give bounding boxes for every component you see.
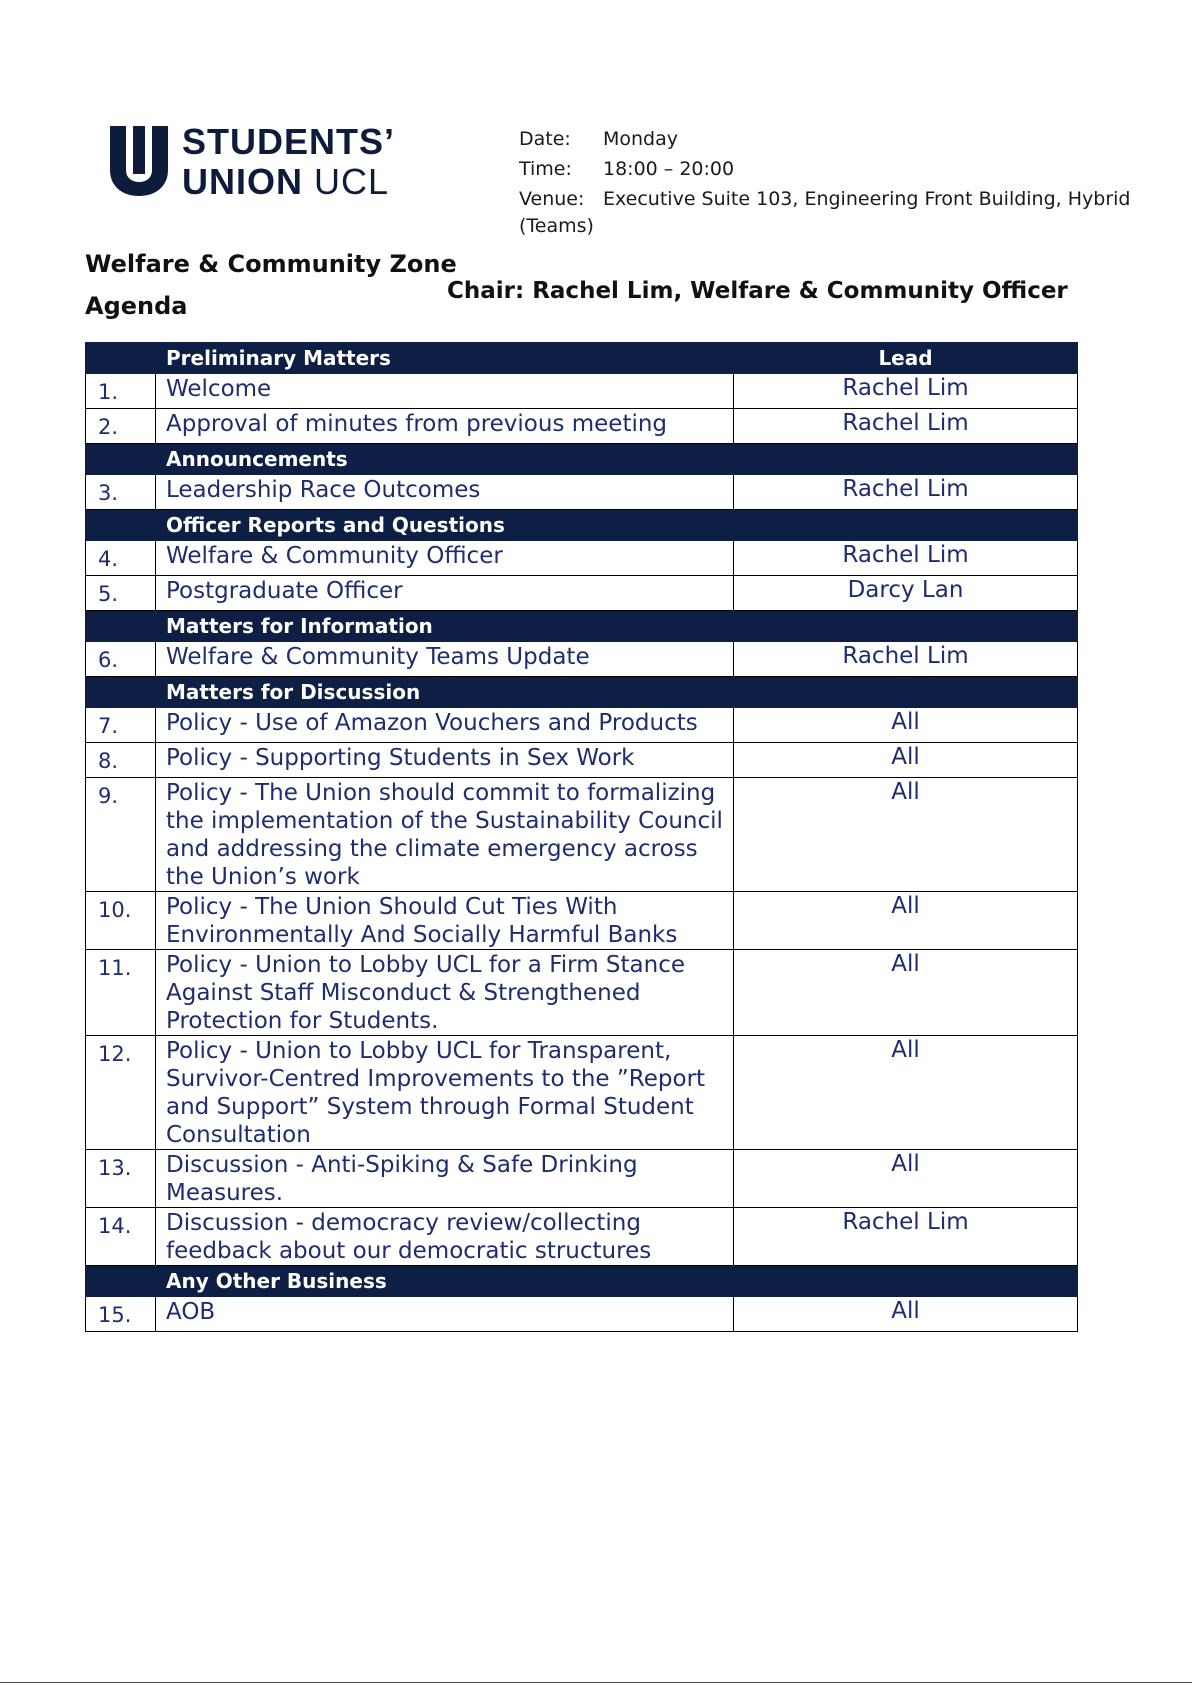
section-lead-heading xyxy=(734,1266,1078,1297)
agenda-row xyxy=(86,1036,1078,1150)
agenda-item-number: 4. xyxy=(86,541,156,576)
section-lead-heading xyxy=(734,611,1078,642)
agenda-row xyxy=(86,950,1078,1036)
section-heading: Any Other Business xyxy=(156,1266,734,1297)
agenda-item-lead: All xyxy=(734,1297,1078,1332)
time-label: Time: xyxy=(519,158,572,180)
agenda-item-number: 13. xyxy=(86,1150,156,1208)
agenda-row xyxy=(86,708,1078,743)
date-value: Monday xyxy=(603,128,679,150)
agenda-row xyxy=(86,892,1078,950)
venue-row xyxy=(519,184,1131,214)
agenda-body xyxy=(86,343,1078,1332)
agenda-item-text: Approval of minutes from previous meeting xyxy=(156,409,734,444)
agenda-item-number: 5. xyxy=(86,576,156,611)
logo-wordmark xyxy=(182,122,395,202)
section-heading: Preliminary Matters xyxy=(156,343,734,374)
agenda-item-text: AOB xyxy=(156,1297,734,1332)
section-header-row xyxy=(86,611,1078,642)
agenda-item-lead: All xyxy=(734,743,1078,778)
chair-line: Chair: Rachel Lim, Welfare & Community Officer xyxy=(447,278,1068,304)
agenda-item-lead: All xyxy=(734,1150,1078,1208)
agenda-item-number: 10. xyxy=(86,892,156,950)
date-row xyxy=(519,124,1099,154)
agenda-item-number: 2. xyxy=(86,409,156,444)
agenda-item-number: 12. xyxy=(86,1036,156,1150)
agenda-item-lead: Rachel Lim xyxy=(734,374,1078,409)
agenda-item-text: Policy - Union to Lobby UCL for Transparent, Survivor-Centred Improvements to the ”Report and Support” System through Formal Student Consultation xyxy=(156,1036,734,1150)
section-header-num-cell xyxy=(86,444,156,475)
agenda-row xyxy=(86,576,1078,611)
agenda-item-number: 9. xyxy=(86,778,156,892)
union-u-mark-icon xyxy=(108,124,170,196)
section-lead-heading xyxy=(734,510,1078,541)
agenda-item-text: Policy - Union to Lobby UCL for a Firm Stance Against Staff Misconduct & Strengthened Protection for Students. xyxy=(156,950,734,1036)
title-line-1: Welfare & Community Zone xyxy=(85,250,457,278)
agenda-row xyxy=(86,778,1078,892)
agenda-item-number: 7. xyxy=(86,708,156,743)
agenda-item-text: Discussion - democracy review/collecting feedback about our democratic structures xyxy=(156,1208,734,1266)
agenda-row xyxy=(86,374,1078,409)
agenda-row xyxy=(86,475,1078,510)
section-header-num-cell xyxy=(86,343,156,374)
date-label: Date: xyxy=(519,128,571,150)
agenda-item-lead: All xyxy=(734,892,1078,950)
venue-value: Executive Suite 103, Engineering Front Building, Hybrid xyxy=(603,188,1131,210)
page-title xyxy=(85,243,457,327)
section-header-row xyxy=(86,1266,1078,1297)
agenda-item-lead: All xyxy=(734,950,1078,1036)
agenda-item-lead: All xyxy=(734,708,1078,743)
agenda-item-lead: All xyxy=(734,1036,1078,1150)
agenda-row xyxy=(86,743,1078,778)
agenda-item-text: Welfare & Community Teams Update xyxy=(156,642,734,677)
logo-line-1: STUDENTS’ xyxy=(182,121,396,162)
meeting-details xyxy=(519,124,1131,238)
agenda-item-text: Welfare & Community Officer xyxy=(156,541,734,576)
section-lead-heading xyxy=(734,677,1078,708)
venue-continued: (Teams) xyxy=(519,215,594,237)
agenda-row xyxy=(86,642,1078,677)
section-heading: Matters for Discussion xyxy=(156,677,734,708)
section-lead-heading: Lead xyxy=(734,343,1078,374)
agenda-item-lead: Rachel Lim xyxy=(734,409,1078,444)
agenda-item-lead: Darcy Lan xyxy=(734,576,1078,611)
agenda-item-lead: Rachel Lim xyxy=(734,475,1078,510)
agenda-row xyxy=(86,409,1078,444)
agenda-item-lead: All xyxy=(734,778,1078,892)
venue-label: Venue: xyxy=(519,188,585,210)
time-row xyxy=(519,154,1099,184)
agenda-item-text: Postgraduate Officer xyxy=(156,576,734,611)
agenda-item-lead: Rachel Lim xyxy=(734,642,1078,677)
agenda-item-text: Leadership Race Outcomes xyxy=(156,475,734,510)
agenda-row xyxy=(86,1297,1078,1332)
agenda-row xyxy=(86,1150,1078,1208)
agenda-item-text: Policy - The Union Should Cut Ties With Environmentally And Socially Harmful Banks xyxy=(156,892,734,950)
students-union-ucl-logo xyxy=(108,121,428,202)
time-value: 18:00 – 20:00 xyxy=(603,158,735,180)
section-lead-heading xyxy=(734,444,1078,475)
agenda-item-text: Policy - Use of Amazon Vouchers and Products xyxy=(156,708,734,743)
agenda-item-lead: Rachel Lim xyxy=(734,1208,1078,1266)
agenda-item-text: Policy - The Union should commit to formalizing the implementation of the Sustainability Council and addressing the climate emergency across the Union’s work xyxy=(156,778,734,892)
section-heading: Officer Reports and Questions xyxy=(156,510,734,541)
section-heading: Announcements xyxy=(156,444,734,475)
agenda-item-text: Discussion - Anti-Spiking & Safe Drinking Measures. xyxy=(156,1150,734,1208)
section-header-row xyxy=(86,444,1078,475)
agenda-item-number: 3. xyxy=(86,475,156,510)
section-header-num-cell xyxy=(86,510,156,541)
agenda-item-number: 11. xyxy=(86,950,156,1036)
section-header-num-cell xyxy=(86,677,156,708)
section-heading: Matters for Information xyxy=(156,611,734,642)
agenda-item-number: 6. xyxy=(86,642,156,677)
agenda-table xyxy=(85,342,1078,1332)
agenda-item-text: Policy - Supporting Students in Sex Work xyxy=(156,743,734,778)
section-header-num-cell xyxy=(86,1266,156,1297)
logo-line-2a: UNION xyxy=(182,161,314,202)
page-bottom-rule xyxy=(0,1682,1192,1683)
section-header-row xyxy=(86,677,1078,708)
agenda-item-number: 15. xyxy=(86,1297,156,1332)
section-header-num-cell xyxy=(86,611,156,642)
agenda-row xyxy=(86,541,1078,576)
logo-line-2b: UCL xyxy=(314,161,390,202)
agenda-item-text: Welcome xyxy=(156,374,734,409)
agenda-item-lead: Rachel Lim xyxy=(734,541,1078,576)
section-header-row xyxy=(86,343,1078,374)
agenda-item-number: 14. xyxy=(86,1208,156,1266)
agenda-item-number: 1. xyxy=(86,374,156,409)
agenda-row xyxy=(86,1208,1078,1266)
title-line-2: Agenda xyxy=(85,292,188,320)
section-header-row xyxy=(86,510,1078,541)
agenda-item-number: 8. xyxy=(86,743,156,778)
